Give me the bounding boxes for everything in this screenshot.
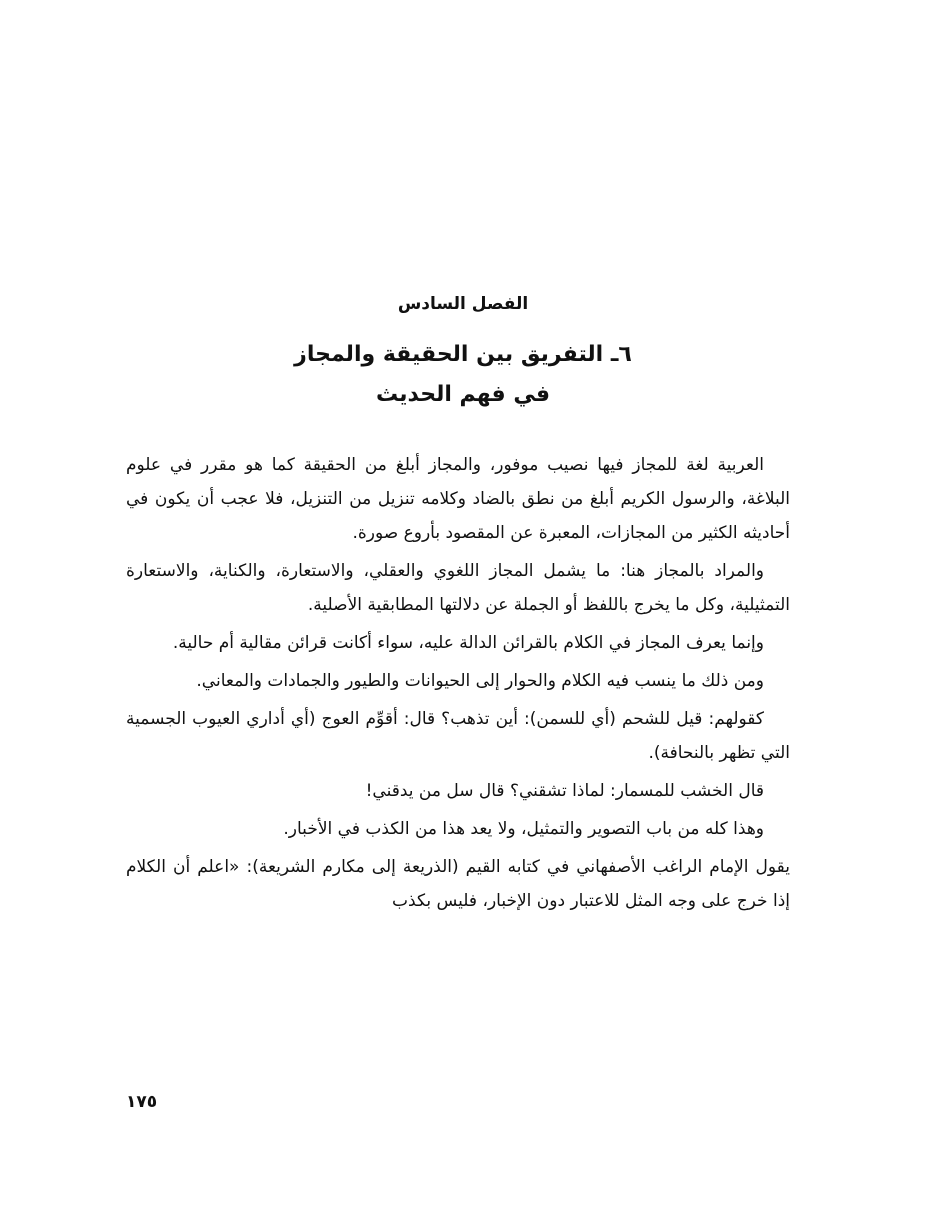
- body-text: [126, 448, 790, 922]
- section-title-continued: في فهم الحديث: [375, 382, 551, 407]
- paragraph: كقولهم: قيل للشحم (أي للسمن): أين تذهب؟ قال: أقوِّم العوج (أي أداري العيوب الجسمية التي تظهر بالنحافة).: [126, 709, 790, 763]
- paragraph: قال الخشب للمسمار: لماذا تشقني؟ قال سل من يدقني!: [365, 781, 764, 801]
- paragraph: يقول الإمام الراغب الأصفهاني في كتابه القيم (الذريعة إلى مكارم الشريعة): «اعلم أن الكلام إذا خرج على وجه المثل للاعتبار دون الإخبار، فليس بكذب: [126, 857, 790, 911]
- page-number: ١٧٥: [126, 1092, 158, 1112]
- chapter-label: الفصل السادس: [397, 294, 529, 314]
- paragraph: وإنما يعرف المجاز في الكلام بالقرائن الدالة عليه، سواء أكانت قرائن مقالية أم حالية.: [172, 633, 764, 653]
- paragraph: وهذا كله من باب التصوير والتمثيل، ولا يعد هذا من الكذب في الأخبار.: [283, 819, 764, 839]
- paragraph: والمراد بالمجاز هنا: ما يشمل المجاز اللغوي والعقلي، والاستعارة، والكناية، والاستعارة التمثيلية، وكل ما يخرج باللفظ أو الجملة عن دلالتها المطابقية الأصلية.: [126, 561, 790, 615]
- section-title: ٦ـ التفريق بين الحقيقة والمجاز: [294, 342, 632, 367]
- paragraph: العربية لغة للمجاز فيها نصيب موفور، والمجاز أبلغ من الحقيقة كما هو مقرر في علوم البلاغة، والرسول الكريم أبلغ من نطق بالضاد وكلامه تنزيل من التنزيل، فلا عجب أن يكون في أحاديثه الكثير من المجازات، المعبرة عن المقصود بأروع صورة.: [126, 455, 790, 543]
- paragraph: ومن ذلك ما ينسب فيه الكلام والحوار إلى الحيوانات والطيور والجمادات والمعاني.: [196, 671, 764, 691]
